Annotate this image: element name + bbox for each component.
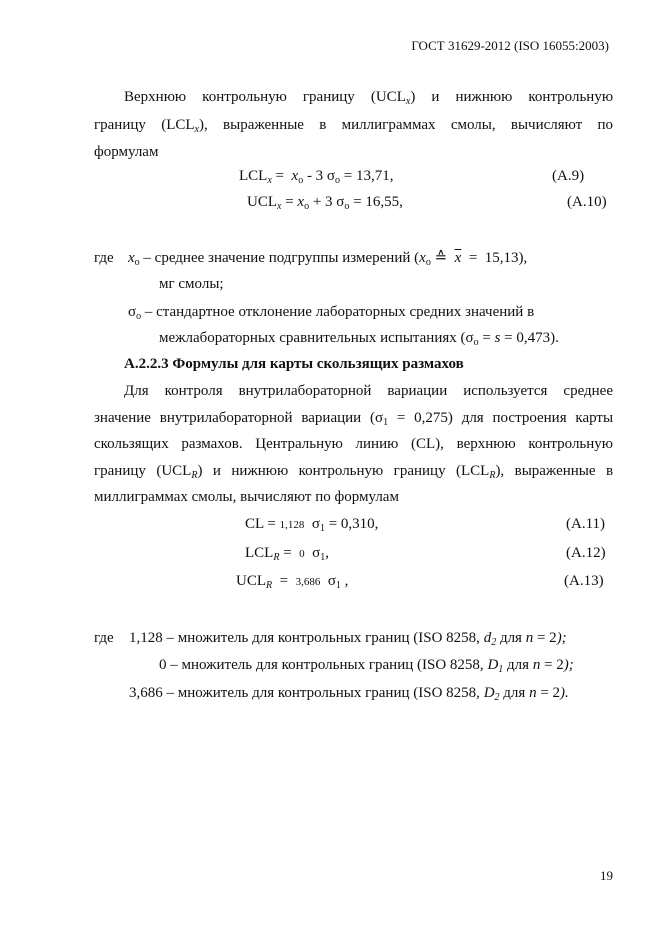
- definition-sigma-o-cont: межлабораторных сравнительных испытаниях $(\sigma_o = s = 0,473)$.: [159, 330, 559, 348]
- equation-a10-number: (A.10): [567, 194, 607, 210]
- equation-a9: $LCL_x = x_o - 3$ $\sigma_o = 13,71$,: [239, 168, 394, 186]
- equation-a9-number: (A.9): [552, 168, 585, 184]
- para2-line-5: миллиграммах смолы, вычисляют по формулам: [94, 489, 399, 505]
- equation-a11: CL = 1,128 $\sigma_1 = 0,310$,: [245, 516, 379, 534]
- section-heading: А.2.2.3 Формулы для карты скользящих размахов: [124, 356, 464, 372]
- para2-line-2: значение внутрилабораторной вариации $(\sigma_1 = 0,275)$ для построения карты: [94, 410, 614, 428]
- definition-x-o: $x_o$ – среднее значение подгруппы измерений ($x_o$ ≙ $\overline{x} = 15,13$),: [128, 250, 528, 268]
- equation-a13: $UCL_R = 3,686$ $\sigma_1$ ,: [236, 573, 349, 591]
- intro-line-3: формулам: [94, 144, 159, 160]
- intro-line-1: Верхнюю контрольную границу $(UCL_x)$ и нижнюю контрольную: [124, 89, 614, 107]
- where-label-1: где: [94, 250, 114, 266]
- equation-a12-number: (A.12): [566, 545, 606, 561]
- where-label-2: где: [94, 630, 114, 646]
- equation-a12: $LCL_R = 0$ $\sigma_1$,: [245, 545, 330, 563]
- multiplier-d2-upper: 3,686 – множитель для контрольных границ (ISO 8258, $D_2$ для n = 2).: [129, 685, 569, 703]
- multiplier-d1: 0 – множитель для контрольных границ (ISO 8258, $D_1$ для n = 2);: [159, 657, 574, 675]
- para2-line-1: Для контроля внутрилабораторной вариации используется среднее: [124, 383, 613, 399]
- intro-line-2: границу $(LCL_x)$, выраженные в миллиграммах смолы, вычисляют по: [94, 117, 614, 135]
- equation-a11-number: (A.11): [566, 516, 606, 532]
- para2-line-3: скользящих размахов. Центральную линию (CL), верхнюю контрольную: [94, 436, 613, 452]
- definition-x-o-cont: мг смолы;: [159, 276, 224, 292]
- equation-a13-number: (A.13): [564, 573, 604, 589]
- multiplier-d2: 1,128 – множитель для контрольных границ (ISO 8258, $d_2$ для n = 2);: [129, 630, 567, 648]
- para2-line-4: границу $(UCL_R)$ и нижнюю контрольную границу $(LCL_R)$, выраженные в: [94, 463, 614, 481]
- equation-a10: $UCL_x = x_o + 3$ $\sigma_o = 16,55$,: [247, 194, 403, 212]
- definition-sigma-o: $\sigma_o$ – стандартное отклонение лабораторных средних значений в: [128, 304, 535, 322]
- page-header: ГОСТ 31629-2012 (ISO 16055:2003): [411, 38, 609, 53]
- page-number: 19: [600, 868, 613, 883]
